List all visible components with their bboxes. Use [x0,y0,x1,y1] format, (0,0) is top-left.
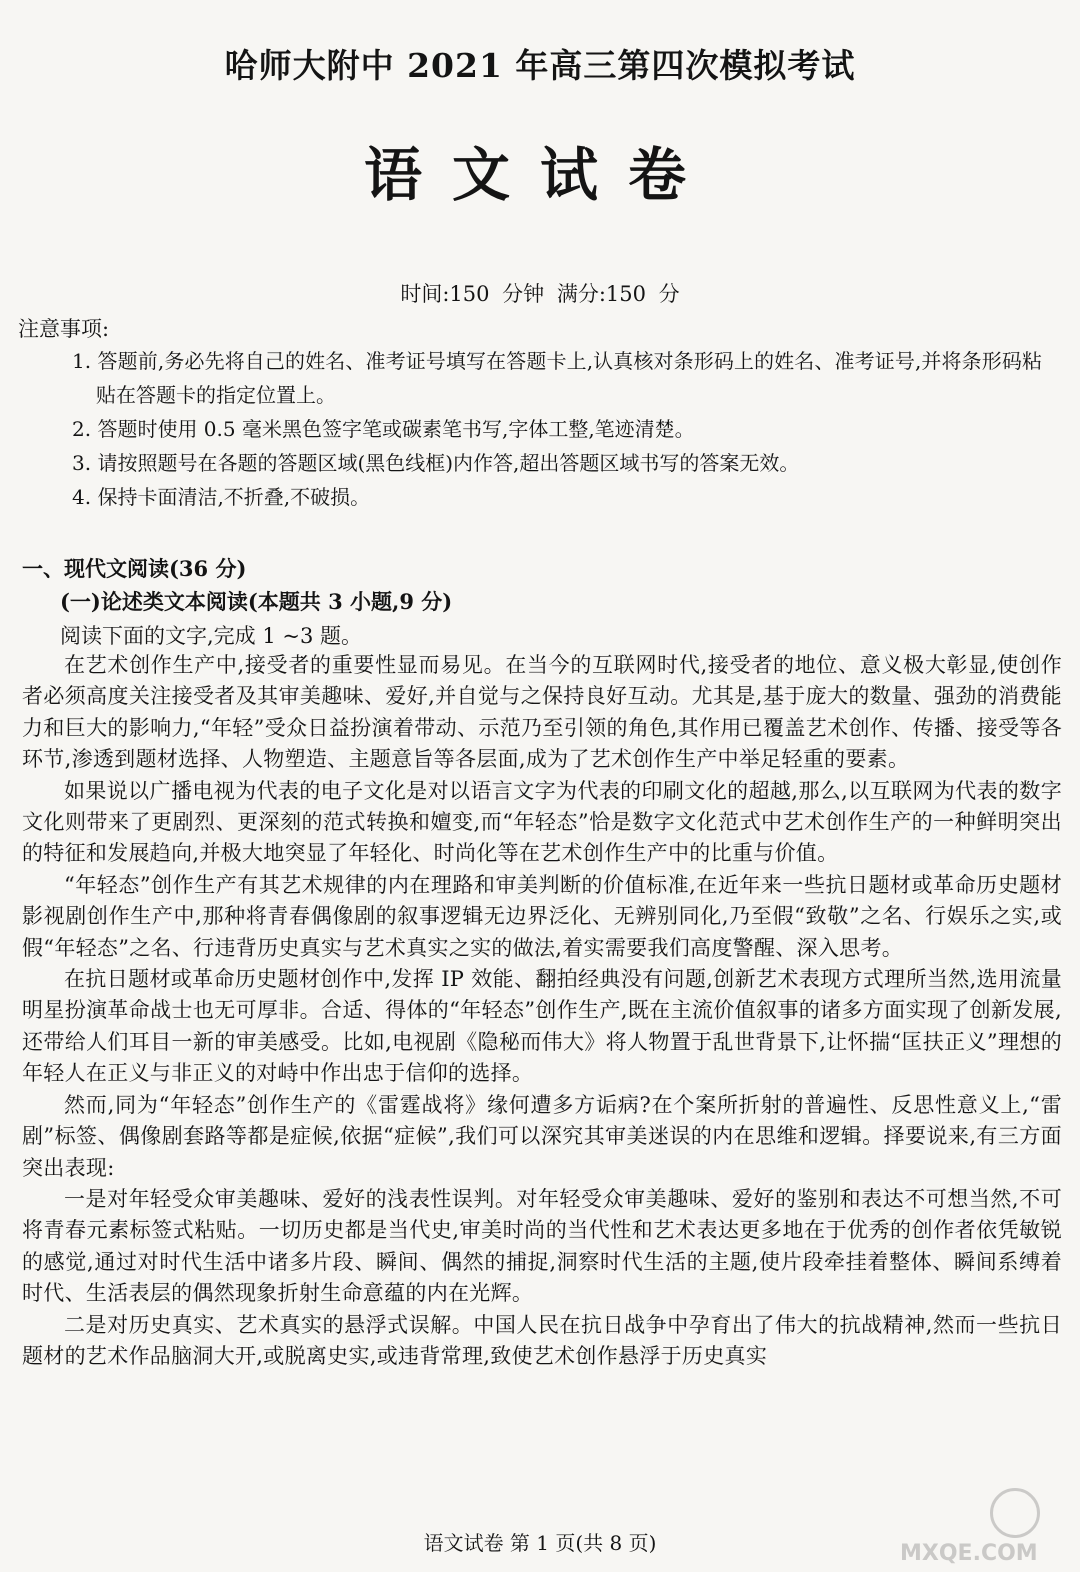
passage-paragraph: 二是对历史真实、艺术真实的悬浮式误解。中国人民在抗日战争中孕育出了伟大的抗战精神,然而一些抗日题材的艺术作品脑洞大开,或脱离史实,或违背常理,致使艺术创作悬浮于历史真实 [22,1312,1062,1368]
time-info: 时间:150 分钟 满分:150 分 [400,282,680,306]
exam-title: 哈师大附中 2021 年高三第四次模拟考试 [224,46,856,85]
notice-heading: 注意事项: [18,317,110,341]
watermark-circle-icon [990,1488,1040,1538]
passage-paragraph: 然而,同为“年轻态”创作生产的《雷霆战将》缘何遭多方诟病?在个案所折射的普遍性、反思性意义上,“雷剧”标签、偶像剧套路等都是症候,依据“症候”,我们可以深究其审美迷误的内在思维和逻辑。择要说来,有三方面突出表现: [22,1092,1062,1180]
passage-paragraph: 一是对年轻受众审美趣味、爱好的浅表性误判。对年轻受众审美趣味、爱好的鉴别和表达不可想当然,不可将青春元素标签式粘贴。一切历史都是当代史,审美时尚的当代性和艺术表达更多地在于优秀的创作者依凭敏锐的感觉,通过对时代生活中诸多片段、瞬间、偶然的捕捉,洞察时代生活的主题,使片段牵挂着整体、瞬间系缚着时代、生活表层的偶然现象折射生命意蕴的内在光辉。 [22,1186,1062,1306]
passage-paragraph: 在抗日题材或革命历史题材创作中,发挥 IP 效能、翻拍经典没有问题,创新艺术表现方式理所当然,选用流量明星扮演革命战士也无可厚非。合适、得体的“年轻态”创作生产,既在主流价值叙事的诸多方面实现了创新发展,还带给人们耳目一新的审美感受。比如,电视剧《隐秘而伟大》将人物置于乱世背景下,让怀揣“匡扶正义”理想的年轻人在正义与非正义的对峙中作出忠于信仰的选择。 [22,967,1062,1086]
reading-passage [22,650,1062,1372]
notice-item: 2. 答题时使用 0.5 毫米黑色签字笔或碳素笔书写,字体工整,笔迹清楚。 [72,417,695,441]
passage-paragraph: 如果说以广播电视为代表的电子文化是对以语言文字为代表的印刷文化的超越,那么,以互联网为代表的数字文化则带来了更剧烈、更深刻的范式转换和嬗变,而“年轻态”恰是数字文化范式中艺术创作生产的一种鲜明突出的特征和发展趋向,并极大地突显了年轻化、时尚化等在艺术创作生产中的比重与价值。 [22,778,1062,866]
watermark-text: MXQE.COM [900,1541,1038,1566]
passage-paragraph: 在艺术创作生产中,接受者的重要性显而易见。在当今的互联网时代,接受者的地位、意义极大彰显,使创作者必须高度关注接受者及其审美趣味、爱好,并自觉与之保持良好互动。尤其是,基于庞大的数量、强劲的消费能力和巨大的影响力,“年轻”受众日益扮演着带动、示范乃至引领的角色,其作用已覆盖艺术创作、传播、接受等各环节,渗透到题材选择、人物塑造、主题意旨等各层面,成为了艺术创作生产中举足轻重的要素。 [22,653,1062,772]
sub-section-heading: (一)论述类文本阅读(本题共 3 小题,9 分) [60,589,453,614]
reading-instruction: 阅读下面的文字,完成 1 ~3 题。 [60,624,363,648]
notice-list [72,344,1042,514]
notice-item: 3. 请按照题号在各题的答题区域(黑色线框)内作答,超出答题区域书写的答案无效。 [72,451,800,475]
watermark-logo [900,1488,1070,1566]
page-footer: 语文试卷 第 1 页(共 8 页) [423,1531,657,1555]
passage-paragraph: “年轻态”创作生产有其艺术规律的内在理路和审美判断的价值标准,在近年来一些抗日题材或革命历史题材影视剧创作生产中,那种将青春偶像剧的叙事逻辑无边界泛化、无辨别同化,乃至假“致敬”之名、行娱乐之实,或假“年轻态”之名、行违背历史真实与艺术真实之实的做法,着实需要我们高度警醒、深入思考。 [22,872,1062,960]
notice-item: 4. 保持卡面清洁,不折叠,不破损。 [72,485,371,509]
notice-item: 1. 答题前,务必先将自己的姓名、准考证号填写在答题卡上,认真核对条形码上的姓名、准考证号,并将条形码粘贴在答题卡的指定位置上。 [72,349,1042,407]
section-heading: 一、现代文阅读(36 分) [22,556,247,581]
subject-title: 语文试卷 [363,141,716,209]
